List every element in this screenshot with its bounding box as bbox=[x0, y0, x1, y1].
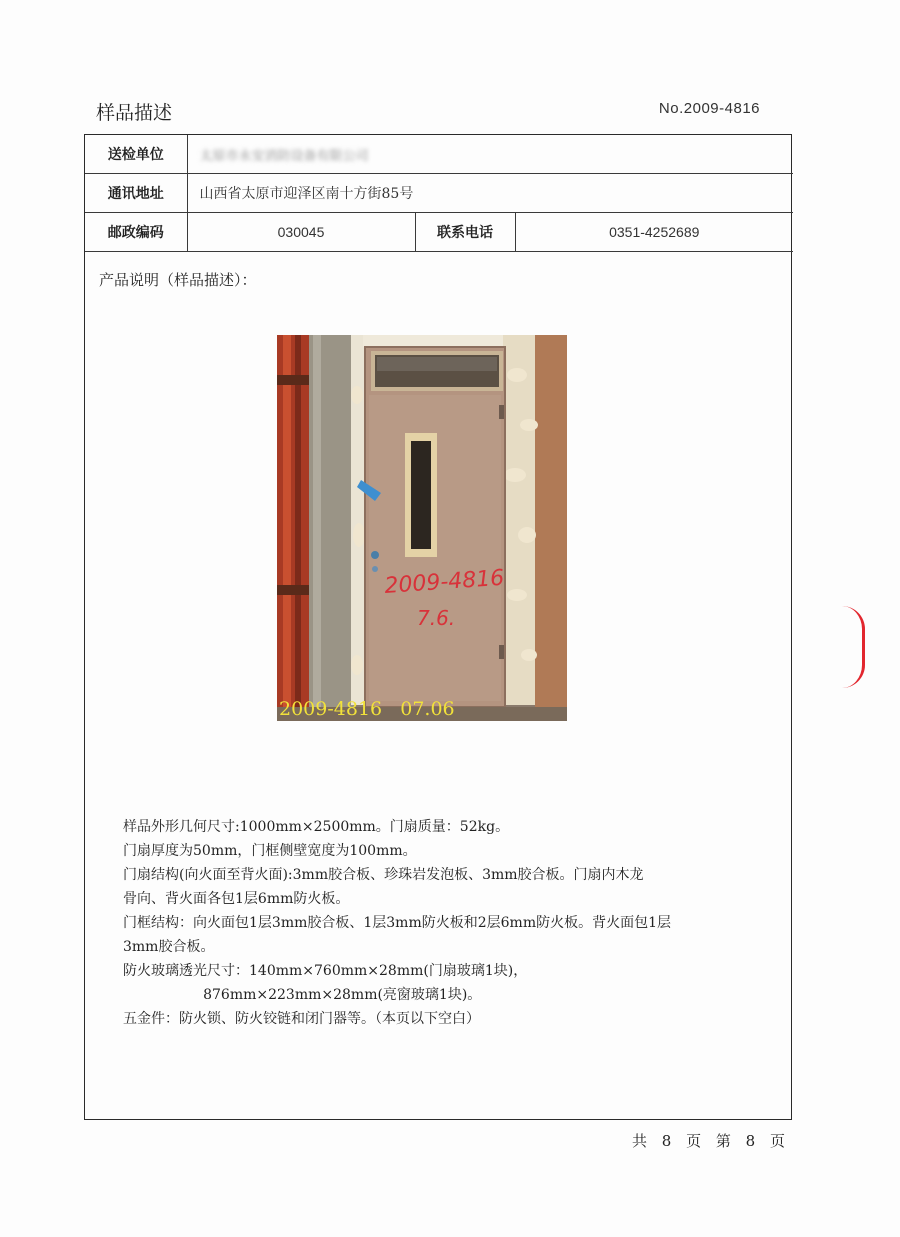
table-row-sender bbox=[85, 135, 793, 174]
footer-current-label: 第 bbox=[715, 1132, 731, 1150]
description-line: 五金件：防火锁、防火铰链和闭门器等。（本页以下空白） bbox=[123, 1011, 480, 1027]
description-line: 防火玻璃透光尺寸：140mm×760mm×28mm(门扇玻璃1块)， bbox=[123, 963, 528, 979]
photo-timestamp: 2009-4816 07.06 bbox=[279, 698, 455, 720]
table-row-address bbox=[85, 174, 793, 213]
description-line: 876mm×223mm×28mm(亮窗玻璃1块)。 bbox=[123, 987, 482, 1003]
footer-page-unit2: 页 bbox=[769, 1132, 785, 1150]
report-number: No.2009-4816 bbox=[658, 100, 760, 117]
address-label: 通讯地址 bbox=[85, 174, 187, 213]
scan-red-mark bbox=[842, 606, 865, 688]
footer-total-label: 共 bbox=[631, 1132, 647, 1150]
phone-label: 联系电话 bbox=[415, 213, 515, 252]
description-line: 门扇厚度为50mm，门框侧壁宽度为100mm。 bbox=[123, 843, 417, 859]
info-table bbox=[85, 135, 793, 252]
description-line: 门扇结构(向火面至背火面):3mm胶合板、珍珠岩发泡板、3mm胶合板。门扇内木龙 bbox=[123, 867, 644, 883]
address-value: 山西省太原市迎泽区南十方街85号 bbox=[187, 174, 793, 213]
footer-current-page: 8 bbox=[745, 1132, 756, 1150]
photo-handwritten-number: 2009-4816 bbox=[383, 565, 506, 599]
description-line: 门框结构：向火面包1层3mm胶合板、1层3mm防火板和2层6mm防火板。背火面包1层 bbox=[123, 915, 672, 931]
sender-value: 太原市永安消防设备有限公司 bbox=[199, 148, 369, 164]
footer-page-unit: 页 bbox=[686, 1132, 702, 1150]
footer-total-pages: 8 bbox=[661, 1132, 672, 1150]
description-line: 骨向、背火面各包1层6mm防火板。 bbox=[123, 891, 350, 907]
sample-door-photo bbox=[277, 335, 567, 721]
sample-description-sheet bbox=[84, 134, 792, 1120]
table-row-contact bbox=[85, 213, 793, 252]
sample-description-text bbox=[123, 815, 763, 1031]
phone-value: 0351-4252689 bbox=[515, 213, 793, 252]
description-line: 3mm胶合板。 bbox=[123, 939, 215, 955]
description-line: 样品外形几何尺寸:1000mm×2500mm。门扇质量：52kg。 bbox=[123, 819, 510, 835]
photo-handwritten-date: 7.6. bbox=[417, 606, 456, 630]
page-footer bbox=[627, 1130, 790, 1151]
postcode-value: 030045 bbox=[187, 213, 415, 252]
sender-value-cell bbox=[187, 135, 793, 174]
product-section-title: 产品说明（样品描述）： bbox=[99, 271, 257, 289]
page-title: 样品描述 bbox=[96, 102, 173, 124]
postcode-label: 邮政编码 bbox=[85, 213, 187, 252]
sender-label: 送检单位 bbox=[85, 135, 187, 174]
